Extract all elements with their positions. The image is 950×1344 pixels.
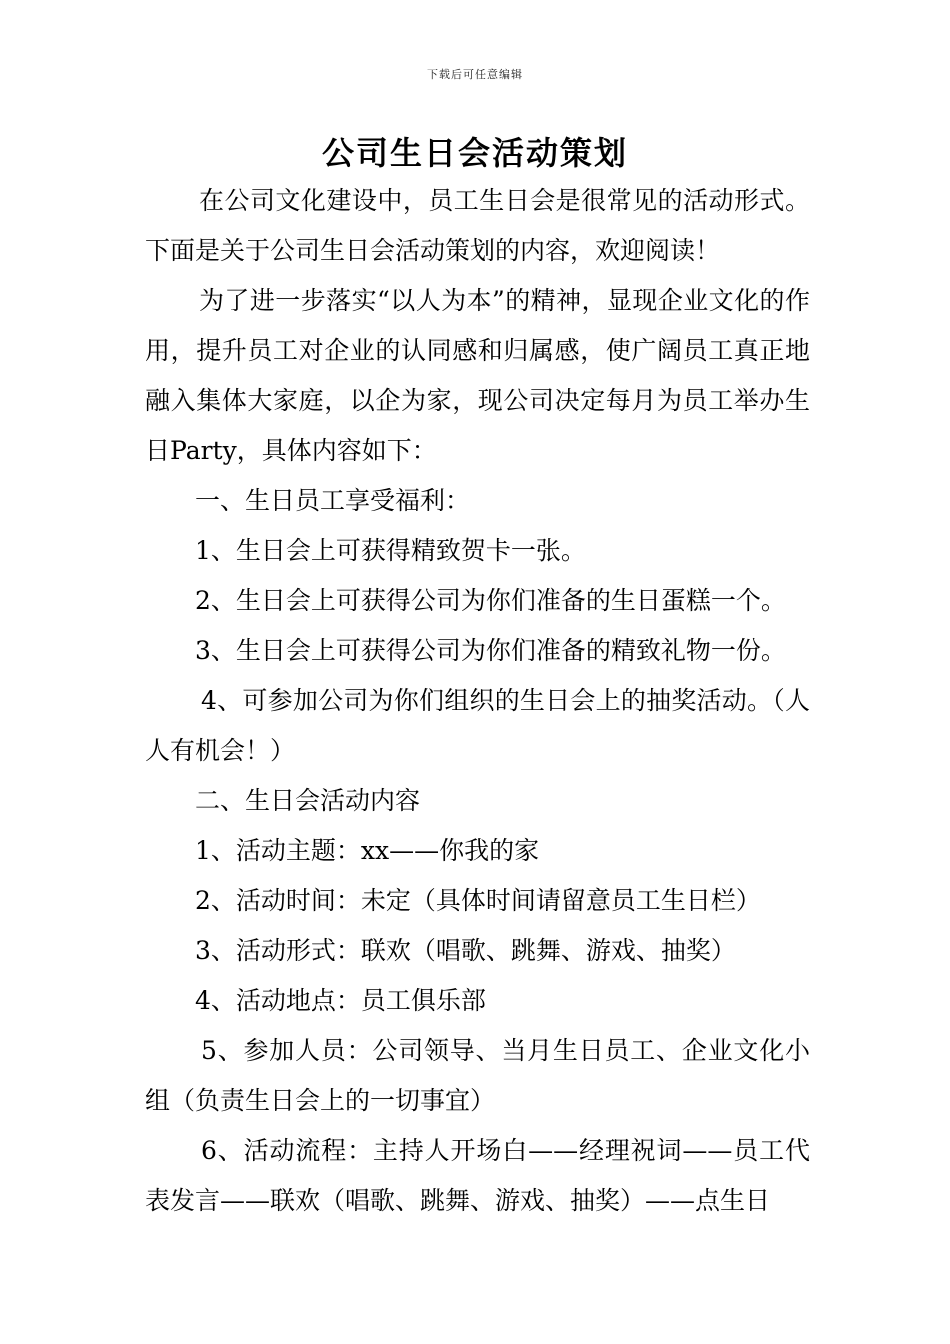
list-item-benefit-2: 2、生日会上可获得公司为你们准备的生日蛋糕一个。 bbox=[195, 586, 786, 615]
list-item-activity-4: 4、活动地点：员工俱乐部 bbox=[195, 986, 486, 1015]
list-item-benefit-3: 3、生日会上可获得公司为你们准备的精致礼物一份。 bbox=[195, 636, 786, 665]
list-item-activity-3: 3、活动形式：联欢（唱歌、跳舞、游戏、抽奖） bbox=[195, 936, 736, 965]
list-item-benefit-1: 1、生日会上可获得精致贺卡一张。 bbox=[195, 536, 586, 565]
list-item-activity-2: 2、活动时间：未定（具体时间请留意员工生日栏） bbox=[195, 886, 761, 915]
paragraph-purpose: 为了进一步落实“以人为本”的精神，显现企业文化的作用，提升员工对企业的认同感和归属感，使广阔员工真正地融入集体大家庭，以企为家，现公司决定每月为员工举办生日Party，具体内容如下： bbox=[145, 286, 810, 465]
document-body bbox=[145, 176, 810, 1226]
section-heading-benefits: 一、生日员工享受福利： bbox=[195, 486, 471, 515]
document-title: 公司生日会活动策划 bbox=[321, 134, 628, 172]
header-note: 下载后可任意编辑 bbox=[427, 68, 523, 81]
section-heading-activity: 二、生日会活动内容 bbox=[195, 786, 421, 815]
paragraph-intro: 在公司文化建设中，员工生日会是很常见的活动形式。下面是关于公司生日会活动策划的内容，欢迎阅读！ bbox=[145, 186, 810, 265]
list-item-activity-6: 6、活动流程：主持人开场白——经理祝词——员工代表发言——联欢（唱歌、跳舞、游戏、抽奖）——点生日 bbox=[145, 1136, 810, 1215]
list-item-activity-5: 5、参加人员：公司领导、当月生日员工、企业文化小组（负责生日会上的一切事宜） bbox=[145, 1036, 810, 1115]
list-item-benefit-4: 4、可参加公司为你们组织的生日会上的抽奖活动。（人人有机会！） bbox=[145, 686, 810, 765]
list-item-activity-1: 1、活动主题：xx——你我的家 bbox=[195, 836, 540, 865]
